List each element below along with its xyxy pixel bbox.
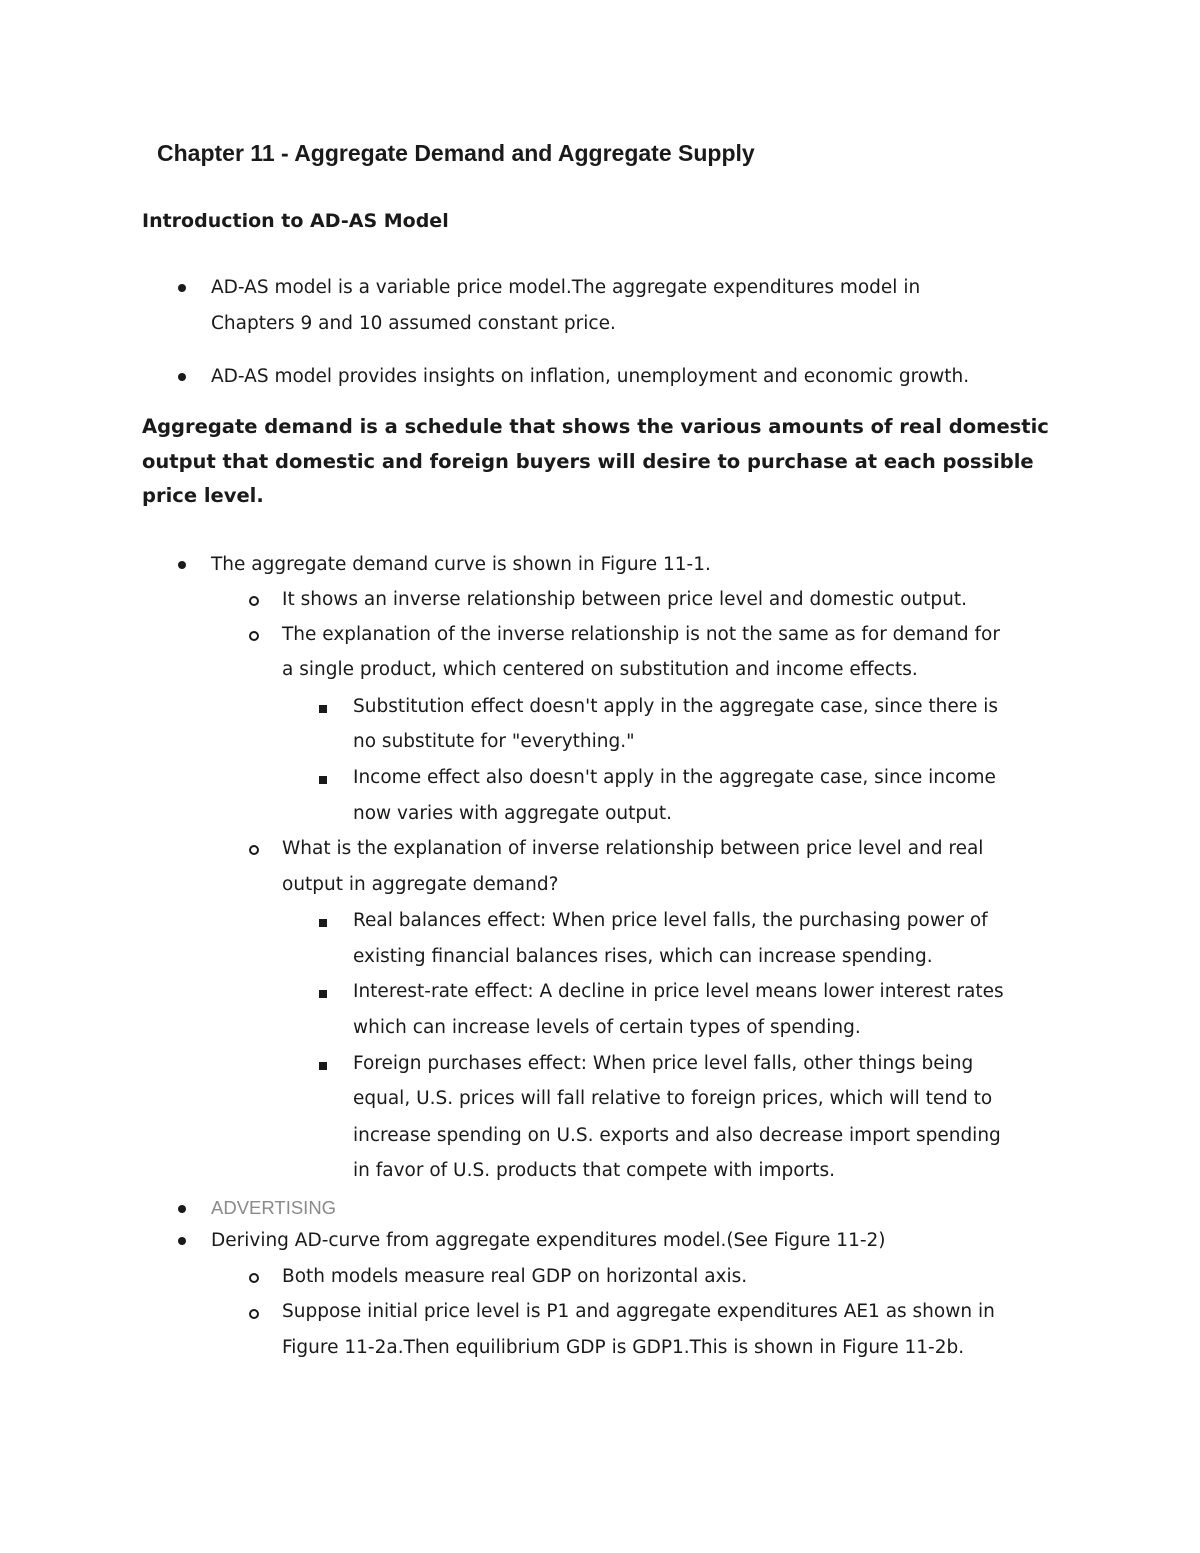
section-heading: Introduction to AD-AS Model: [142, 210, 449, 232]
sub-bullet-text: output in aggregate demand?: [282, 874, 559, 895]
square-bullet-text: existing financial balances rises, which can increase spending.: [353, 946, 933, 967]
definition-paragraph: Aggregate demand is a schedule that shows the various amounts of real domestic output that domestic and foreign buyers will desire to purchase at each possible price level.: [142, 415, 1049, 507]
square-bullet-text: now varies with aggregate output.: [353, 803, 673, 824]
sub-bullet-circle: [249, 1273, 259, 1283]
sub-bullet-text: Both models measure real GDP on horizontal axis.: [282, 1266, 748, 1287]
square-bullet-text: Interest-rate effect: A decline in price level means lower interest rates: [353, 981, 1004, 1002]
bullet-dot: [178, 284, 186, 292]
bullet-dot: [178, 1205, 186, 1213]
sub-bullet-text: a single product, which centered on substitution and income effects.: [282, 659, 918, 680]
square-bullet-text: in favor of U.S. products that compete with imports.: [353, 1160, 835, 1181]
square-bullet: [319, 776, 327, 784]
sub-bullet-text: The explanation of the inverse relationship is not the same as for demand for: [282, 624, 1000, 645]
square-bullet: [319, 990, 327, 998]
square-bullet-text: which can increase levels of certain types of spending.: [353, 1017, 861, 1038]
square-bullet-text: Real balances effect: When price level falls, the purchasing power of: [353, 910, 988, 931]
sub-bullet-circle: [249, 1309, 259, 1319]
chapter-title: Chapter 11 - Aggregate Demand and Aggregate Supply: [157, 140, 755, 166]
sub-bullet-circle: [249, 631, 259, 641]
square-bullet-text: Foreign purchases effect: When price level falls, other things being: [353, 1053, 974, 1074]
square-bullet: [319, 919, 327, 927]
square-bullet-text: Substitution effect doesn't apply in the aggregate case, since there is: [353, 696, 998, 717]
bullet-dot: [178, 373, 186, 381]
square-bullet-text: no substitute for "everything.": [353, 731, 635, 752]
bullet-text: AD-AS model provides insights on inflation, unemployment and economic growth.: [211, 366, 970, 387]
square-bullet-text: Income effect also doesn't apply in the aggregate case, since income: [353, 767, 996, 788]
bullet-text: AD-AS model is a variable price model.The aggregate expenditures model in: [211, 277, 921, 298]
square-bullet: [319, 705, 327, 713]
bullet-text: The aggregate demand curve is shown in Figure 11-1.: [211, 554, 711, 575]
square-bullet: [319, 1062, 327, 1070]
sub-bullet-circle: [249, 845, 259, 855]
bullet-text: Chapters 9 and 10 assumed constant price.: [211, 313, 616, 334]
sub-bullet-circle: [249, 596, 259, 606]
square-bullet-text: equal, U.S. prices will fall relative to foreign prices, which will tend to: [353, 1088, 993, 1109]
advertising-label: ADVERTISING: [211, 1197, 337, 1218]
bullet-dot: [178, 1237, 186, 1245]
bullet-text: Deriving AD-curve from aggregate expenditures model.(See Figure 11-2): [211, 1230, 886, 1251]
sub-bullet-text: It shows an inverse relationship between price level and domestic output.: [282, 589, 967, 610]
bullet-dot: [178, 561, 186, 569]
sub-bullet-text: Figure 11-2a.Then equilibrium GDP is GDP1.This is shown in Figure 11-2b.: [282, 1337, 965, 1358]
sub-bullet-text: What is the explanation of inverse relationship between price level and real: [282, 838, 984, 859]
square-bullet-text: increase spending on U.S. exports and also decrease import spending: [353, 1125, 1001, 1146]
sub-bullet-text: Suppose initial price level is P1 and aggregate expenditures AE1 as shown in: [282, 1301, 995, 1322]
